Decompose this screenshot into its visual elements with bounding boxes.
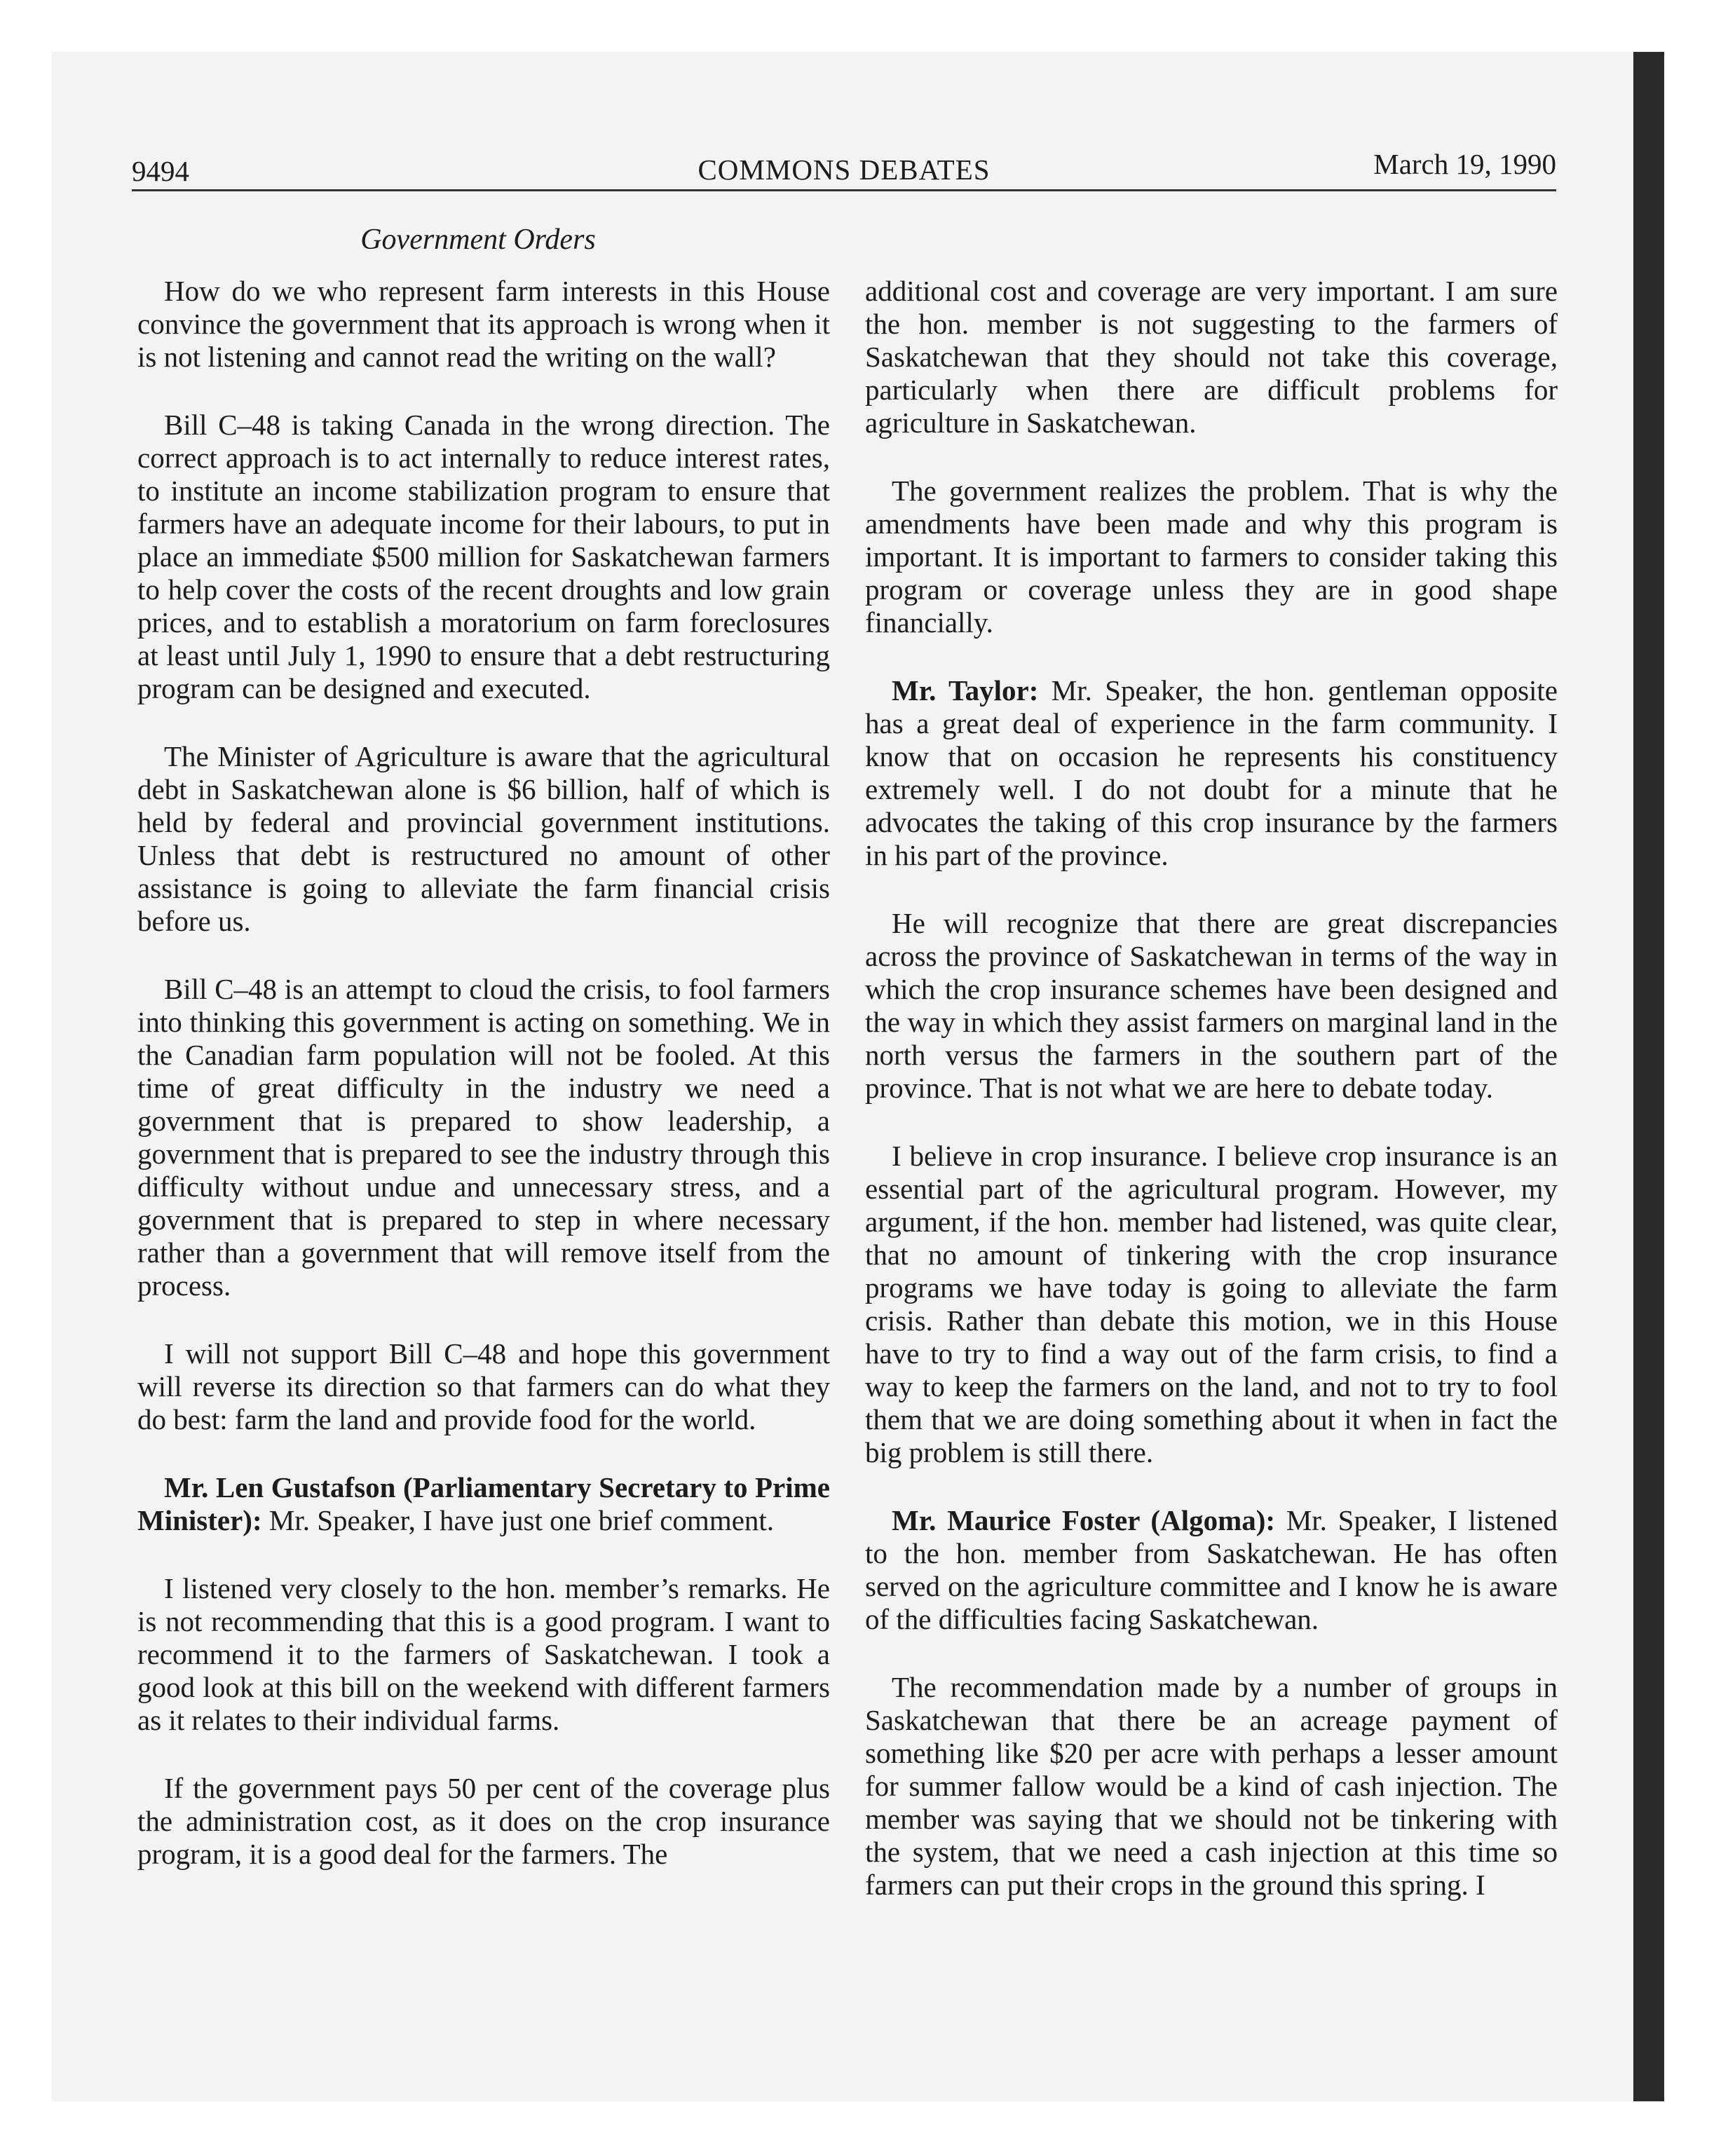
paragraph bbox=[865, 1140, 1558, 1469]
paragraph-text: Mr. Speaker, I listened to the hon. member from Saskatchewan. He has often served on the agriculture committee and I know he is aware of the difficulties facing Saskatchewan. bbox=[865, 1504, 1558, 1635]
header-date: March 19, 1990 bbox=[1373, 148, 1556, 180]
section-title: Government Orders bbox=[360, 224, 596, 256]
paragraph-text: If the government pays 50 per cent of the coverage plus the administration cost, as it does on the crop insurance program, it is a good deal for the farmers. The bbox=[137, 1772, 830, 1870]
paragraph bbox=[865, 1504, 1558, 1636]
paragraph-text: How do we who represent farm interests in this House convince the government that its approach is wrong when it is not listening and cannot read the writing on the wall? bbox=[137, 275, 830, 373]
paragraph-text: He will recognize that there are great discrepancies across the province of Saskatchewan in terms of the way in which the crop insurance schemes have been designed and the way in which they assist farmers on marginal land in the north versus the farmers in the southern part of the province. That is not what we are here to debate today. bbox=[865, 907, 1558, 1104]
paragraph bbox=[137, 409, 830, 705]
paragraph bbox=[137, 1572, 830, 1737]
journal-title: COMMONS DEBATES bbox=[698, 153, 991, 186]
paragraph-text: I listened very closely to the hon. member’s remarks. He is not recommending that this is a good program. I want to recommend it to the farmers of Saskatchewan. I took a good look at this bill on the weekend with different farmers as it relates to their individual farms. bbox=[137, 1572, 830, 1736]
paragraph-text: Bill C–48 is taking Canada in the wrong direction. The correct approach is to act internally to reduce interest rates, to institute an income stabilization program to ensure that farmers have an adequate income for their labours, to put in place an immediate $500 million for Saskatchewan farmers to help cover the costs of the recent droughts and low grain prices, and to establish a moratorium on farm foreclosures at least until July 1, 1990 to ensure that a debt restructuring program can be designed and executed. bbox=[137, 409, 830, 704]
paragraph-text: The government realizes the problem. That is why the amendments have been made and why this program is important. It is important to farmers to consider taking this program or coverage unless they are in good shape financially. bbox=[865, 475, 1558, 639]
paragraph bbox=[865, 674, 1558, 872]
paragraph-text: The recommendation made by a number of groups in Saskatchewan that there be an acreage payment of something like $20 per acre with perhaps a lesser amount for summer fallow would be a kind of cash injection. The member was saying that we should not be tinkering with the system, that we need a cash injection at this time so farmers can put their crops in the ground this spring. I bbox=[865, 1671, 1558, 1901]
right-column bbox=[865, 275, 1558, 1937]
paragraph bbox=[137, 1772, 830, 1871]
page-header bbox=[132, 144, 1556, 191]
paragraph bbox=[137, 1471, 830, 1537]
paragraph bbox=[137, 740, 830, 938]
paragraph bbox=[865, 907, 1558, 1105]
paragraph-text: Bill C–48 is an attempt to cloud the crisis, to fool farmers into thinking this government is acting on something. We in the Canadian farm population will not be fooled. At this time of great difficulty in the industry we need a government that is prepared to show leadership, a government that is prepared to see the industry through this difficulty without undue and unnecessary stress, and a government that is prepared to step in where necessary rather than a government that will remove itself from the process. bbox=[137, 973, 830, 1302]
paragraph-text: Mr. Speaker, the hon. gentleman opposite has a great deal of experience in the farm community. I know that on occasion he represents his constituency extremely well. I do not doubt for a minute that he advocates the taking of this crop insurance by the farmers in his part of the province. bbox=[865, 674, 1558, 871]
paragraph bbox=[137, 275, 830, 374]
paragraph-text: additional cost and coverage are very important. I am sure the hon. member is not suggesting to the farmers of Saskatchewan that they should not take this coverage, particularly when there are difficult problems for agriculture in Saskatchewan. bbox=[865, 275, 1558, 439]
paragraph bbox=[865, 475, 1558, 639]
speaker-name: Mr. Taylor: bbox=[892, 674, 1039, 707]
paragraph bbox=[865, 1671, 1558, 1902]
scan-edge-shadow bbox=[1633, 52, 1664, 2101]
speaker-name: Mr. Maurice Foster (Algoma): bbox=[892, 1504, 1276, 1536]
speaker-name: Mr. Len Gustafson (Parliamentary Secretary to Prime Minister): bbox=[137, 1471, 830, 1536]
left-column bbox=[137, 275, 830, 1906]
paragraph-text: Mr. Speaker, I have just one brief comment. bbox=[268, 1504, 775, 1536]
paragraph bbox=[137, 1337, 830, 1436]
paragraph bbox=[865, 275, 1558, 439]
page-number: 9494 bbox=[132, 155, 189, 187]
paragraph-text: I will not support Bill C–48 and hope this government will reverse its direction so that farmers can do what they do best: farm the land and provide food for the world. bbox=[137, 1337, 830, 1435]
paragraph-text: I believe in crop insurance. I believe crop insurance is an essential part of the agricultural program. However, my argument, if the hon. member had listened, was quite clear, that no amount of tinkering with the crop insurance programs we have today is going to alleviate the farm crisis. Rather than debate this motion, we in this House have to try to find a way out of the farm crisis, to find a way to keep the farmers on the land, and not to try to fool them that we are doing something about it when in fact the big problem is still there. bbox=[865, 1140, 1558, 1468]
paragraph-text: The Minister of Agriculture is aware that the agricultural debt in Saskatchewan alone is $6 billion, half of which is held by federal and provincial government institutions. Unless that debt is restructured no amount of other assistance is going to alleviate the farm financial crisis before us. bbox=[137, 740, 830, 937]
paragraph bbox=[137, 973, 830, 1302]
